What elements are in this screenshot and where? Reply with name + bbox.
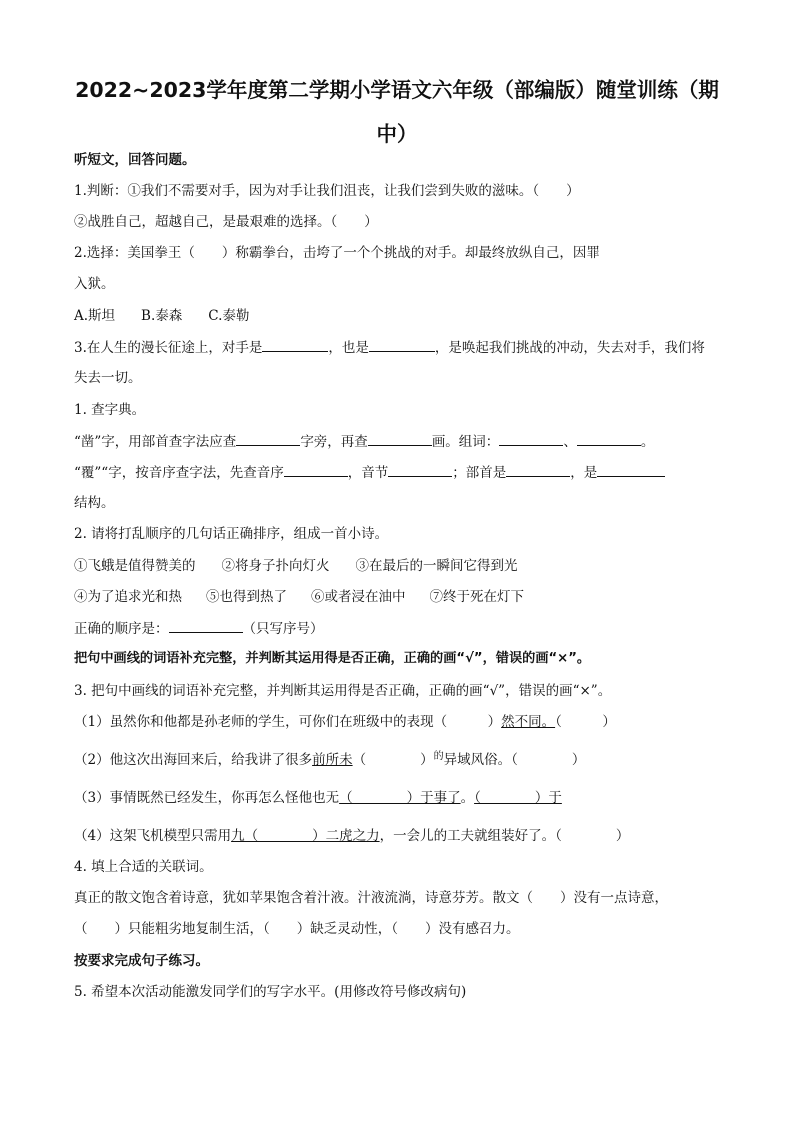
question-2-line-1: 2.选择：美国拳王（ ）称霸拳台，击垮了一个个挑战的对手。却最终放纵自己，因罪 — [74, 245, 600, 261]
poem-sentence: ①飞蛾是值得赞美的 — [74, 558, 196, 574]
answer-blank[interactable] — [368, 431, 432, 446]
question-1-line-2: ②战胜自己，超越自己，是最艰难的选择。（ ） — [74, 214, 378, 230]
poem-order: 正确的顺序是： （只写序号） — [74, 618, 734, 639]
poem-sentence: ③在最后的一瞬间它得到光 — [355, 558, 518, 574]
option-b: B.泰森 — [141, 308, 183, 324]
section-heading-sentences: 按要求完成句子练习。 — [74, 953, 209, 969]
fill-item-4: （4）这架飞机模型只需用九（ ）二虎之力，一会儿的工夫就组装好了。（ ） — [74, 828, 630, 844]
answer-blank[interactable] — [369, 337, 435, 352]
poem-sentence: ⑦终于死在灯下 — [429, 589, 524, 605]
page-title: 2022~2023学年度第二学期小学语文六年级（部编版）随堂训练（期中） — [75, 78, 719, 146]
conjunction-line-1: 真正的散文饱含着诗意，犹如苹果饱含着汁液。汁液流淌，诗意芬芳。散文（ ）没有一点诗意， — [74, 890, 668, 906]
dictionary-line-2: “覆”“字，按音序查字法，先查音序 ，音节 ；部首是 ，是 — [74, 462, 734, 483]
conjunction-title: 4. 填上合适的关联词。 — [74, 859, 213, 875]
sentence-question-5: 5. 希望本次活动能激发同学们的写字水平。(用修改符号修改病句) — [74, 984, 467, 1000]
answer-blank[interactable] — [262, 337, 328, 352]
answer-blank[interactable] — [169, 618, 243, 633]
question-1-line-1: 1.判断：①我们不需要对手，因为对手让我们沮丧，让我们尝到失败的滋味。（ ） — [74, 183, 580, 199]
fill-title: 3. 把句中画线的词语补充完整，并判断其运用得是否正确，正确的画“√”，错误的画“×”。 — [74, 683, 612, 699]
fill-item-1: （1）虽然你和他都是孙老师的学生，可你们在班级中的表现（ ）然不同。（ ） — [74, 714, 616, 730]
poem-sentence: ②将身子扑向灯火 — [221, 558, 330, 574]
section-heading-listen: 听短文，回答问题。 — [74, 152, 196, 168]
answer-blank[interactable] — [506, 462, 570, 477]
answer-blank[interactable] — [499, 431, 563, 446]
question-2-line-2: 入狱。 — [74, 276, 115, 292]
conjunction-line-2: （ ）只能粗劣地复制生活，（ ）缺乏灵动性，（ ）没有感召力。 — [74, 921, 520, 937]
question-3-line-1: 3.在人生的漫长征途上，对手是 ，也是 ，是唤起我们挑战的冲动，失去对手，我们将 — [74, 337, 734, 358]
poem-sentence: ④为了追求光和热 — [74, 589, 182, 605]
fill-item-2: （2）他这次出海回来后，给我讲了很多前所未（ ）$^的$异域风俗。（ ） — [74, 751, 586, 768]
answer-blank[interactable] — [284, 462, 348, 477]
dictionary-title: 1. 查字典。 — [74, 402, 146, 418]
poem-sentence: ⑥或者浸在油中 — [311, 589, 406, 605]
poem-row-1 — [74, 556, 734, 576]
answer-blank[interactable] — [236, 431, 300, 446]
fill-item-3: （3）事情既然已经发生，你再怎么怪他也无（ ）于事了。（ ）于 — [74, 790, 562, 806]
poem-sentence: ⑤也得到热了 — [206, 589, 287, 605]
question-3-line-2: 失去一切。 — [74, 370, 142, 386]
dictionary-line-3: 结构。 — [74, 495, 115, 511]
answer-blank[interactable] — [597, 462, 665, 477]
poem-row-2 — [74, 587, 734, 607]
option-c: C.泰勒 — [208, 308, 250, 324]
option-a: A.斯坦 — [74, 308, 116, 324]
question-2-options — [74, 306, 734, 326]
dictionary-line-1: “凿”字，用部首查字法应查 字旁，再查 画。组词： 、 。 — [74, 431, 734, 452]
answer-blank[interactable] — [388, 462, 452, 477]
poem-title: 2. 请将打乱顺序的几句话正确排序，组成一首小诗。 — [74, 526, 389, 542]
section-heading-fill: 把句中画线的词语补充完整，并判断其运用得是否正确，正确的画“√”，错误的画“×”。 — [74, 651, 591, 666]
answer-blank[interactable] — [577, 431, 641, 446]
